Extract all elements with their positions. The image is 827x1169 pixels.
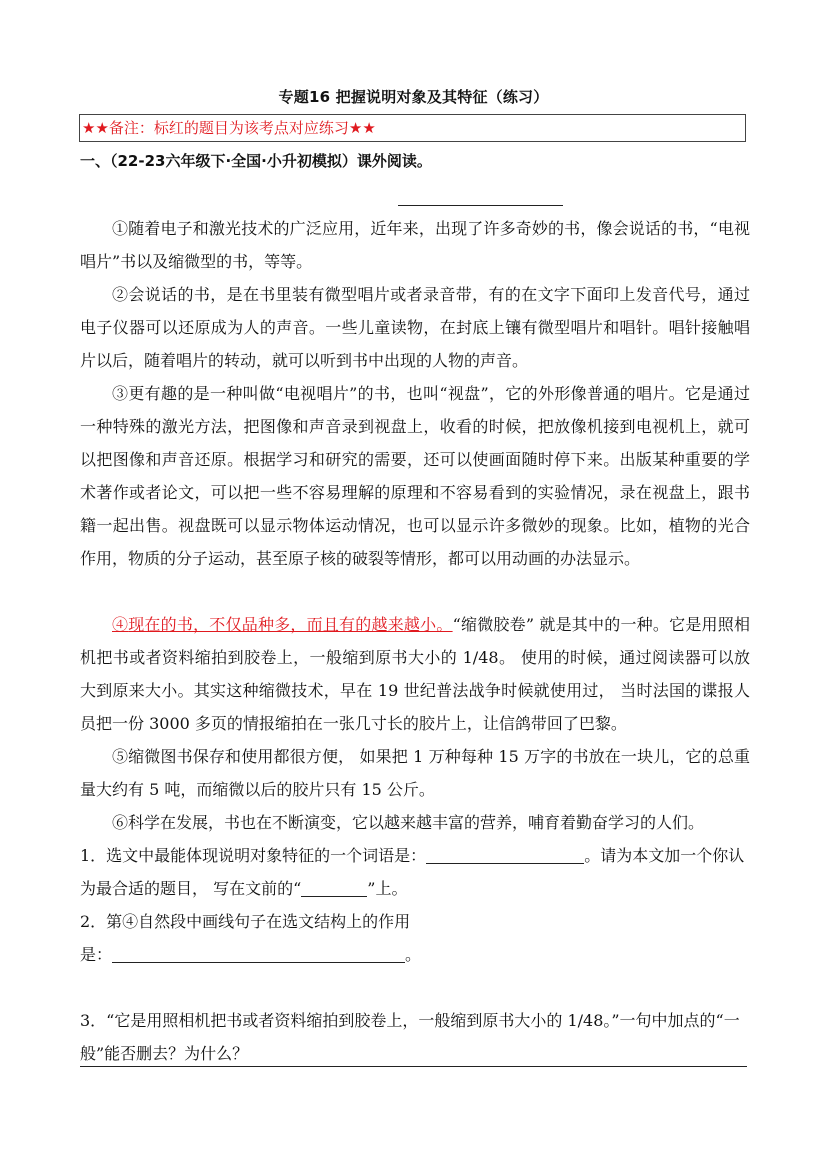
passage-paragraph-5: ⑤缩微图书保存和使用都很方便， 如果把 1 万种每种 15 万字的书放在一块儿，它的总重量大约有 5 吨，而缩微以后的胶片只有 15 公斤。 [80, 747, 750, 799]
underlined-sentence-text: 现在的书，不仅品种多，而且有的越来越小。 [128, 615, 453, 634]
question-2 [80, 905, 750, 971]
q1-title-blank[interactable] [301, 878, 367, 897]
q1-answer-blank[interactable] [426, 845, 584, 864]
passage-paragraph-4 [80, 608, 750, 740]
passage-paragraph-2: ②会说话的书，是在书里装有微型唱片或者录音带，有的在文字下面印上发音代号，通过电子仪器可以还原成为人的声音。一些儿童读物，在封底上镶有微型唱片和唱针。唱针接触唱片以后，随着唱片的转动，就可以听到书中出现的人物的声音。 [80, 285, 750, 370]
paragraph-4-rest: “缩微胶卷” 就是其中的一种。它是用照相机把书或者资料缩拍到胶卷上，一般缩到原书大小的 1/48。 使用的时候，通过阅读器可以放大到原来大小。其实这种缩微技术，早在 19 世纪普法战争时候就使用过， 当时法国的谍报人员把一份 3000 多页的情报缩拍在一张几寸长的胶片上，让信鸽带回了巴黎。 [80, 615, 750, 733]
question-1-text-b: 。请为本文加一个你认为最合适的题目， 写在文前的“ [80, 846, 745, 898]
title-blank-line [398, 204, 563, 206]
q3-answer-line[interactable] [80, 1065, 747, 1067]
paragraph-number-4: ④ [112, 615, 129, 634]
question-1 [80, 839, 750, 905]
question-1-text-a: 1．选文中最能体现说明对象特征的一个词语是： [80, 846, 427, 865]
notice-box: ★★备注：标红的题目为该考点对应练习★★ [79, 114, 746, 142]
question-3: 3．“它是用照相机把书或者资料缩拍到胶卷上，一般缩到原书大小的 1/48。”一句中加点的“一般”能否删去？为什么？ [80, 1011, 740, 1063]
passage-paragraph-6: ⑥科学在发展，书也在不断演变，它以越来越丰富的营养，哺育着勤奋学习的人们。 [112, 813, 705, 832]
section-heading: 一、（22-23六年级下·全国·小升初模拟）课外阅读。 [80, 152, 432, 170]
q2-answer-blank[interactable] [112, 944, 405, 963]
question-2-text-a: 2．第④自然段中画线句子在选文结构上的作用 [80, 912, 411, 931]
underlined-sentence [112, 615, 453, 634]
page-title: 专题16 把握说明对象及其特征（练习） [278, 88, 549, 106]
passage-paragraph-3: ③更有趣的是一种叫做“电视唱片”的书，也叫“视盘”，它的外形像普通的唱片。它是通过一种特殊的激光方法，把图像和声音录到视盘上，收看的时候，把放像机接到电视机上，就可以把图像和声音还原。根据学习和研究的需要，还可以使画面随时停下来。出版某种重要的学术著作或者论文，可以把一些不容易理解的原理和不容易看到的实验情况，录在视盘上，跟书籍一起出售。视盘既可以显示物体运动情况，也可以显示许多微妙的现象。比如，植物的光合作用，物质的分子运动，甚至原子核的破裂等情形，都可以用动画的办法显示。 [80, 384, 750, 568]
question-2-text-b: 是： [80, 945, 113, 964]
question-2-text-c: 。 [405, 945, 422, 964]
question-1-text-c: ”上。 [367, 879, 408, 898]
passage-paragraph-1: ①随着电子和激光技术的广泛应用，近年来，出现了许多奇妙的书，像会说话的书，“电视唱片”书以及缩微型的书，等等。 [80, 219, 750, 271]
